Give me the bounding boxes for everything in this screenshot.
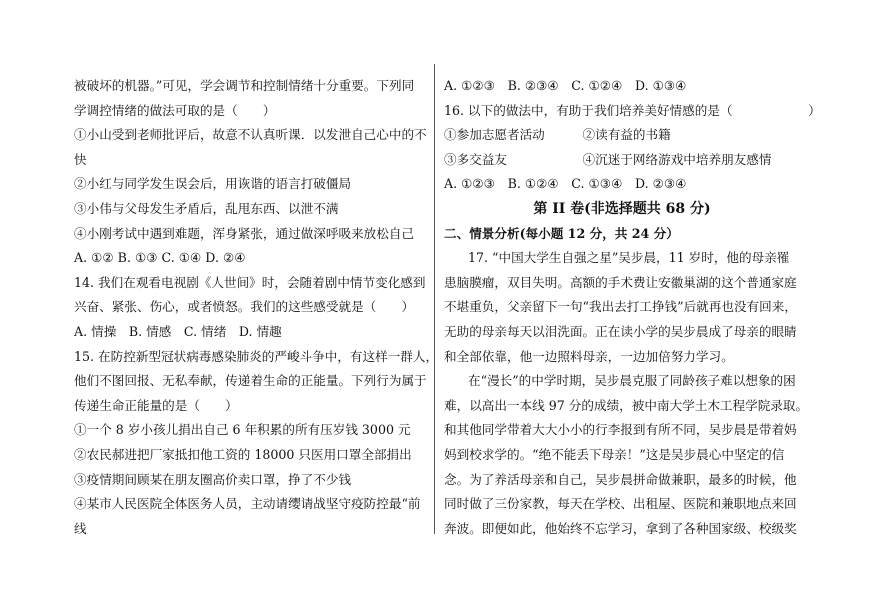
passage-line: 念。为了养活母亲和自己，吴步晨拼命做兼职，最多的时候，他 [444,471,797,487]
question-stem: 16. 以下的做法中，有助于我们培养美好情感的是（ ） [444,102,821,118]
text-line: 被破坏的机器。”可见，学会调节和控制情绪十分重要。下列同 [74,78,415,93]
right-column [444,74,821,541]
section-title: 第 II 卷(非选择题共 68 分) [533,200,711,217]
text-line: 兴奋、紧张、伤心，或者愤怒。我们的这些感受就是（ ） [74,299,415,315]
section-subtitle: 二、情景分析(每小题 12 分，共 24 分） [444,225,679,241]
column-divider [434,64,435,534]
question-stem: 15. 在防控新型冠状病毒感染肺炎的严峻斗争中，有这样一群人， [74,348,439,364]
passage-line: 在“漫长”的中学时期，吴步晨克服了同龄孩子难以想象的困 [468,373,796,389]
passage-line: 奔波。即便如此，他始终不忘学习，拿到了各种国家级、校级奖 [444,520,797,536]
choice-row: ①参加志愿者活动 ②读有益的书籍 [444,127,671,143]
passage-line: 同时做了三份家教，每天在学校、出租屋、医院和兼职地点来回 [444,496,797,512]
passage-line: 不堪重负，父亲留下一句“我出去打工挣钱”后就再也没有回来， [444,299,797,315]
text-line: ④小刚考试中遇到难题，浑身紧张，通过做深呼吸来放松自己 [74,225,415,241]
question-stem: 14. 我们在观看电视剧《人世间》时，会随着剧中情节变化感到 [74,274,426,290]
text-line: ①小山受到老师批评后，故意不认真听课．以发泄自己心中的不 [74,127,427,143]
text-line: 传递生命正能量的是（ ） [74,397,238,413]
answer-options: A. ①②③ B. ②③④ C. ①②④ D. ①③④ [444,78,687,93]
text-line: ③疫情期间顾某在朋友圈高价卖口罩，挣了不少钱 [74,471,352,487]
passage-line: 妈到校求学的。“绝不能丢下母亲！”这是吴步晨心中坚定的信 [444,446,785,462]
answer-options: A. ①②③ B. ①②④ C. ①③④ D. ②③④ [444,176,687,192]
text-line: ①一个 8 岁小孩儿捐出自己 6 年积累的所有压岁钱 3000 元 [74,422,411,438]
text-line: 线 [74,520,87,536]
choice-row: ③多交益友 ④沉迷于网络游戏中培养朋友感情 [444,151,772,167]
passage-line: 17. “中国大学生自强之星”吴步晨，11 岁时，他的母亲罹 [468,250,790,266]
passage-line: 和其他同学带着大大小小的行李报到有所不同，吴步晨是带着妈 [444,422,797,438]
passage-line: 和全部依靠，他一边照料母亲，一边加倍努力学习。 [444,348,734,364]
left-column [74,74,439,541]
text-line: 快 [74,151,87,167]
passage-line: 难，以高出一本线 97 分的成绩，被中南大学土木工程学院录取。 [444,397,809,413]
passage-line: 无助的母亲每天以泪洗面。正在读小学的吴步晨成了母亲的眼睛 [444,323,797,339]
text-line: ②小红与同学发生误会后，用诙谐的语言打破僵局 [74,176,352,192]
answer-options: A. 情操 B. 情感 C. 情绪 D. 情趣 [74,323,282,339]
text-line: ②农民郝进把厂家抵扣他工资的 18000 只医用口罩全部捐出 [74,446,412,462]
text-line: ④某市人民医院全体医务人员，主动请缨请战坚守疫防控最“前 [74,496,421,512]
text-line: 他们不图回报、无私奉献，传递着生命的正能量。下列行为属于 [74,373,427,389]
passage-line: 患脑膜瘤，双目失明。高额的手术费让安徽巢湖的这个普通家庭 [444,274,797,290]
text-line: 学调控情绪的做法可取的是（ ） [74,102,276,118]
answer-options: A. ①② B. ①③ C. ①④ D. ②④ [74,250,246,266]
text-line: ③小伟与父母发生矛盾后，乱甩东西、以泄不满 [74,200,339,216]
